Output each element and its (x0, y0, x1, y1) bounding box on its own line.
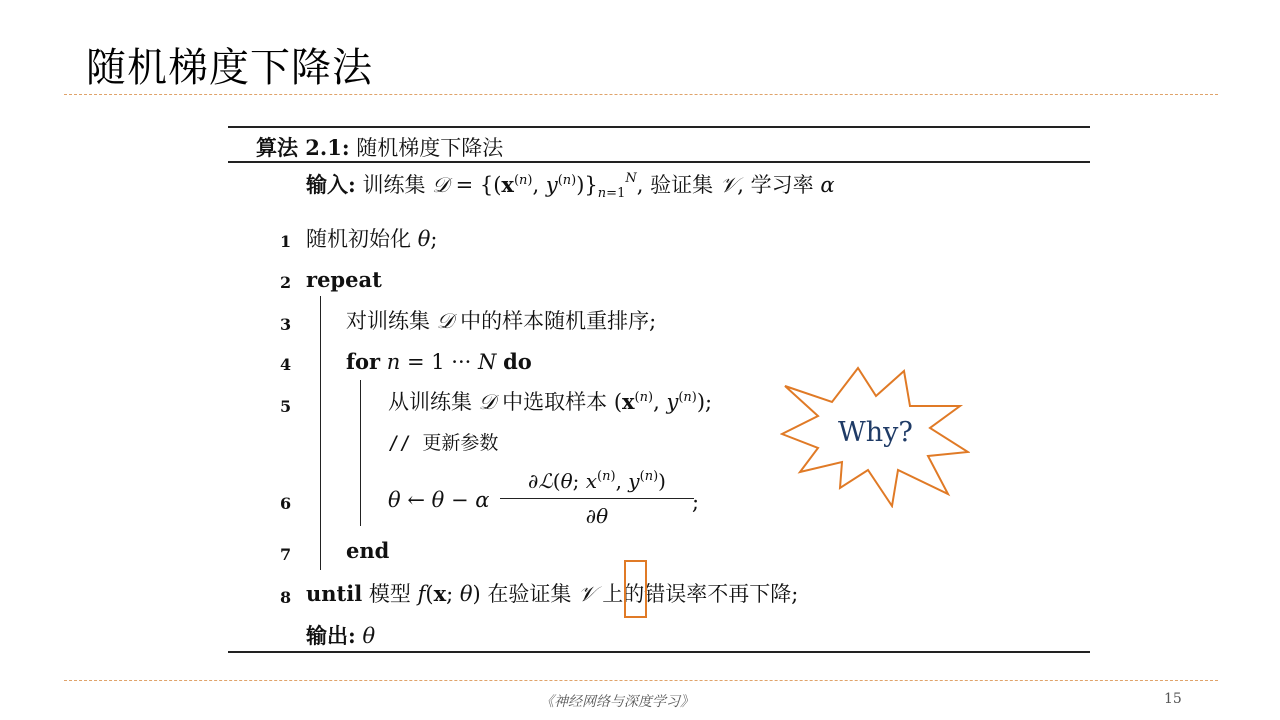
algo-line-4: for n = 1 ··· N do (346, 349, 532, 374)
algo-output-line: 输出: θ (306, 623, 376, 648)
line-number: 3 (280, 315, 292, 334)
line-6-semicolon: ; (692, 490, 700, 514)
line-number: 8 (280, 588, 292, 607)
line-number: 7 (280, 545, 292, 564)
algo-line-5: 从训练集 𝒟 中选取样本 ($x^{(n)}$, $y^{(n)}$); (388, 389, 713, 414)
page-number: 15 (1164, 691, 1182, 707)
algo-comment: // 更新参数 (388, 432, 499, 454)
repeat-block-bar (320, 296, 321, 570)
input-text-validation: , 验证集 (636, 173, 714, 197)
input-text-lr: , 学习率 (737, 173, 814, 197)
line-number: 2 (280, 273, 292, 292)
validation-set-highlight-box (624, 560, 647, 618)
line-text: 从训练集 (388, 390, 472, 414)
line-text: 中选取样本 (502, 390, 608, 414)
footer-book-title: 《神经网络与深度学习》 (540, 694, 694, 710)
for-block-bar (360, 380, 361, 526)
algo-header-rule (228, 161, 1090, 163)
fraction-bar (500, 498, 694, 499)
line-number: 5 (280, 397, 292, 416)
output-label: 输出: (306, 623, 356, 648)
line-number: 4 (280, 355, 292, 374)
algo-top-rule (228, 126, 1090, 128)
line-text: 上的错误率不再下降; (602, 582, 799, 606)
keyword-for: for (346, 349, 381, 374)
line-text: 中的样本随机重排序; (460, 309, 657, 333)
keyword-do: do (503, 349, 532, 374)
title-divider (64, 94, 1218, 95)
algorithm-header (256, 132, 503, 162)
slide-title: 随机梯度下降法 (86, 45, 373, 91)
algo-line-8: until 模型 f(x; θ) 在验证集 𝒱 上的错误率不再下降; (306, 581, 799, 606)
input-label: 输入: (306, 172, 356, 197)
algo-bottom-rule (228, 651, 1090, 653)
why-callout-text: Why? (838, 417, 913, 448)
line-text: 对训练集 (346, 309, 430, 333)
algo-line-3: 对训练集 𝒟 中的样本随机重排序; (346, 309, 657, 333)
gradient-numerator: ∂ℒ(θ; $x^{(n)}$, $y^{(n)}$) (528, 469, 666, 493)
line-number: 1 (280, 232, 292, 251)
line-text: 在验证集 (487, 582, 572, 606)
footer-divider (64, 680, 1218, 681)
algo-input-line: 输入: 训练集 𝒟 = {($x^{(n)}$, $y^{(n)})\}_{n=1}^N$, 验证集 𝒱, 学习率 α (306, 171, 835, 201)
algo-line-6-lhs: θ ← θ − α (388, 488, 490, 512)
gradient-fraction (500, 466, 694, 531)
algo-line-2: repeat (306, 267, 382, 292)
input-text: 训练集 (362, 173, 426, 197)
algo-line-7: end (346, 538, 390, 563)
algorithm-name: 随机梯度下降法 (356, 136, 504, 160)
line-text: 模型 (368, 582, 411, 606)
gradient-denominator: ∂θ (585, 504, 609, 528)
line-text: 随机初始化 (306, 227, 411, 251)
algorithm-label: 算法 2.1: (256, 135, 350, 160)
line-number: 6 (280, 494, 292, 513)
algo-line-1: 随机初始化 θ; (306, 227, 438, 251)
keyword-until: until (306, 581, 363, 606)
